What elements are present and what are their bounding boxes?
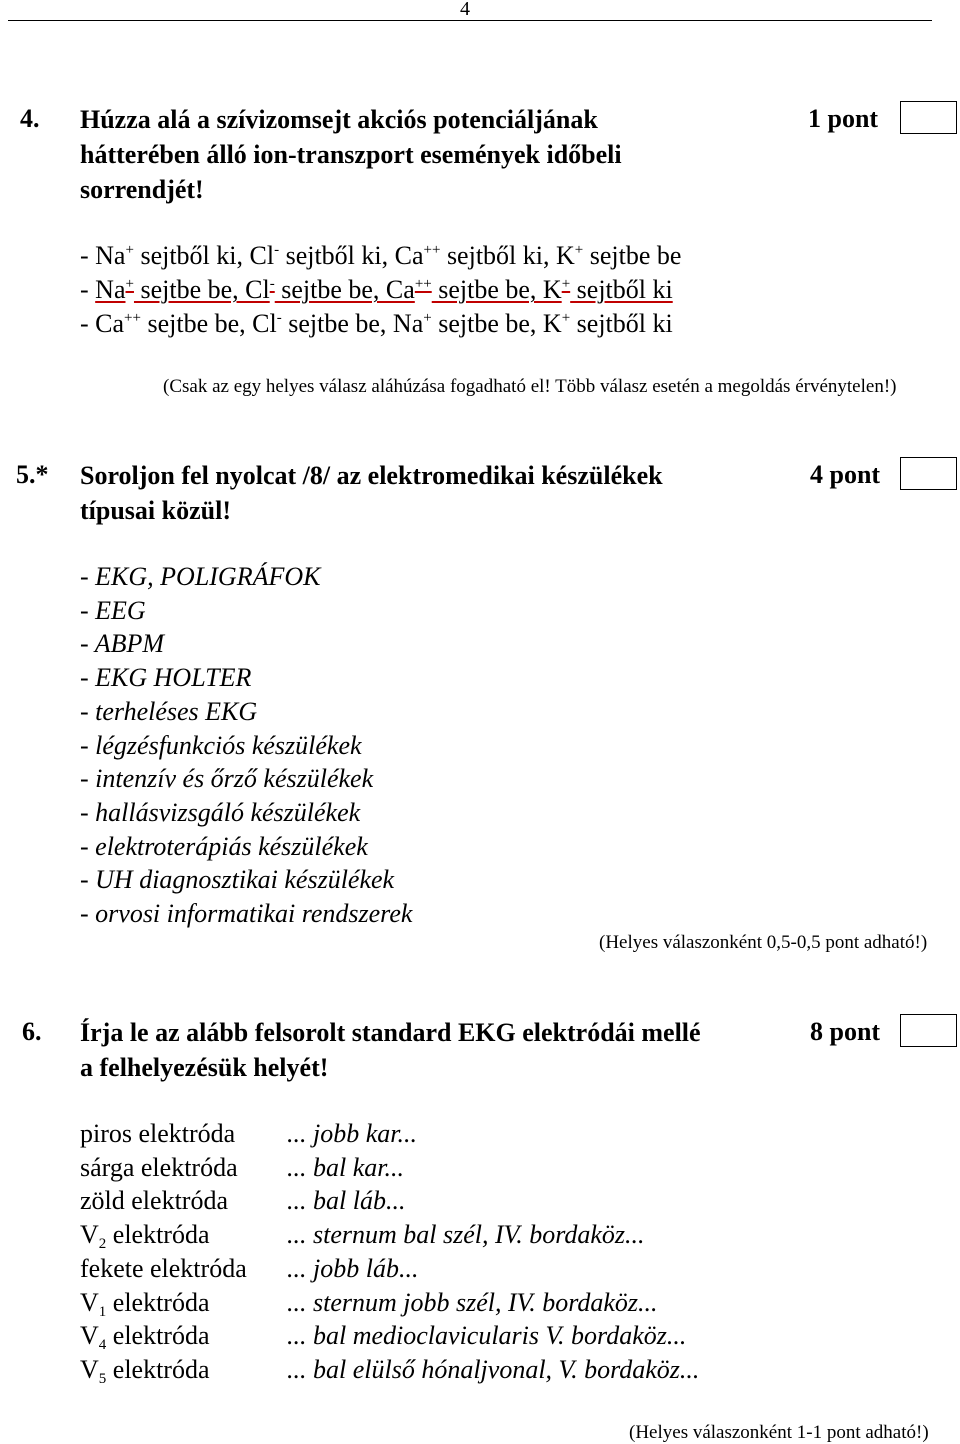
option-superscript: -	[276, 310, 282, 326]
option-text: sejtbe be, K	[431, 275, 562, 304]
electrode-word: elektróda	[106, 1321, 210, 1351]
score-box[interactable]	[900, 457, 957, 490]
electrode-label: zöld elektróda	[80, 1186, 228, 1216]
answer-item: - EKG HOLTER	[80, 663, 252, 693]
option-text: sejtből ki	[570, 309, 673, 338]
electrode-index: 4	[98, 1337, 107, 1354]
electrode-letter: V	[80, 1220, 99, 1250]
option-superscript: -	[269, 276, 275, 292]
answer-option[interactable]	[80, 307, 681, 341]
electrode-placement-answer: ... sternum bal szél, IV. bordaköz...	[287, 1220, 645, 1250]
question-line: típusai közül!	[80, 496, 231, 525]
option-text: - Ca	[80, 309, 125, 338]
electrode-label: sárga elektróda	[80, 1152, 238, 1182]
header-rule	[8, 20, 932, 21]
option-superscript: -	[274, 242, 280, 258]
electrode-placement-answer: ... bal láb...	[287, 1186, 406, 1216]
answer-option[interactable]	[80, 239, 681, 273]
electrode-placement-answer: ... bal kar...	[287, 1152, 404, 1182]
option-superscript: +	[125, 276, 134, 292]
answer-item: - orvosi informatikai rendszerek	[80, 899, 413, 929]
scoring-note: (Helyes válaszonként 0,5-0,5 pont adható!)	[599, 932, 928, 953]
electrode-placement-answer: ... bal elülső hónaljvonal, V. bordaköz...	[287, 1354, 700, 1384]
electrode-index: 1	[98, 1303, 107, 1320]
answer-list	[80, 560, 412, 931]
electrode-index: 2	[98, 1236, 107, 1253]
option-superscript: ++	[124, 310, 141, 326]
answer-item: - intenzív és őrző készülékek	[80, 764, 374, 794]
option-superscript: +	[423, 310, 432, 326]
option-text: sejtbe be	[583, 241, 682, 270]
option-superscript: ++	[414, 276, 432, 292]
instruction-note: (Csak az egy helyes válasz aláhúzása fogadható el! Több válasz esetén a megoldás érvénytelen!)	[163, 376, 897, 397]
answer-item: - légzésfunkciós készülékek	[80, 730, 362, 760]
question-text	[80, 1015, 701, 1085]
option-text: sejtből ki, Cl	[133, 241, 275, 270]
electrode-label	[80, 1218, 247, 1252]
scoring-note: (Helyes válaszonként 1-1 pont adható!)	[629, 1422, 929, 1443]
option-text: sejtből ki	[570, 275, 673, 304]
electrode-word: elektróda	[106, 1287, 210, 1317]
option-superscript: +	[561, 310, 571, 326]
answer-item: - EEG	[80, 595, 146, 625]
option-text: sejtbe be, K	[431, 309, 562, 338]
electrode-label	[80, 1286, 247, 1320]
electrode-word: elektróda	[106, 1354, 210, 1384]
electrode-letter: V	[80, 1354, 99, 1384]
option-text: sejtbe be, Cl	[140, 309, 277, 338]
question-line: a felhelyezésük helyét!	[80, 1053, 329, 1082]
answer-item: - EKG, POLIGRÁFOK	[80, 562, 321, 591]
question-line: Soroljon fel nyolcat /8/ az elektromedikai készülékek	[80, 461, 663, 490]
option-text: Na	[95, 275, 126, 304]
option-superscript: +	[574, 242, 584, 258]
question-number: 5.*	[16, 460, 49, 489]
electrode-placement-answer: ... sternum jobb szél, IV. bordaköz...	[287, 1287, 658, 1317]
answer-item: - terheléses EKG	[80, 696, 258, 726]
score-box[interactable]	[900, 101, 957, 134]
points-label: 4 pont	[810, 460, 881, 489]
answer-item: - hallásvizsgáló készülékek	[80, 797, 361, 827]
question-line: Írja le az alább felsorolt standard EKG elektródái mellé	[80, 1018, 701, 1047]
question-text	[80, 458, 663, 528]
option-text: sejtbe be, Cl	[133, 275, 270, 304]
electrode-letter: V	[80, 1287, 99, 1317]
electrode-label: piros elektróda	[80, 1119, 236, 1148]
answer-item: - elektroterápiás készülékek	[80, 831, 368, 861]
electrode-label-list	[80, 1117, 247, 1387]
option-text: - Na	[80, 241, 126, 270]
electrode-answer-list	[287, 1117, 699, 1387]
electrode-placement-answer: ... bal medioclavicularis V. bordaköz...	[287, 1321, 687, 1351]
question-line: sorrendjét!	[80, 175, 204, 204]
option-text: sejtbe be, Ca	[274, 275, 415, 304]
question-line: Húzza alá a szívizomsejt akciós potenciáljának	[80, 105, 598, 134]
option-text: sejtből ki, Ca	[279, 241, 424, 270]
question-text	[80, 102, 622, 207]
option-text: -	[80, 275, 96, 304]
answer-item: - ABPM	[80, 629, 164, 659]
question-number: 4.	[20, 104, 40, 133]
question-number: 6.	[22, 1017, 42, 1046]
electrode-label	[80, 1319, 247, 1353]
electrode-placement-answer: ... jobb kar...	[287, 1119, 417, 1148]
answer-item: - UH diagnosztikai készülékek	[80, 865, 395, 895]
electrode-label: fekete elektróda	[80, 1253, 247, 1283]
option-superscript: ++	[423, 242, 441, 258]
answer-options	[80, 239, 681, 341]
score-box[interactable]	[900, 1014, 957, 1047]
electrode-label	[80, 1353, 247, 1387]
points-label: 1 pont	[808, 104, 879, 133]
page-number: 4	[460, 0, 470, 20]
option-text: sejtbe be, Na	[281, 309, 424, 338]
option-superscript: +	[561, 276, 571, 292]
electrode-letter: V	[80, 1321, 99, 1351]
question-line: hátterében álló ion-transzport események időbeli	[80, 140, 622, 169]
option-superscript: +	[125, 242, 134, 258]
points-label: 8 pont	[810, 1017, 881, 1046]
electrode-index: 5	[98, 1370, 107, 1387]
electrode-placement-answer: ... jobb láb...	[287, 1253, 419, 1283]
electrode-word: elektróda	[106, 1220, 210, 1250]
answer-option[interactable]	[80, 273, 681, 307]
option-text: sejtből ki, K	[440, 241, 575, 270]
